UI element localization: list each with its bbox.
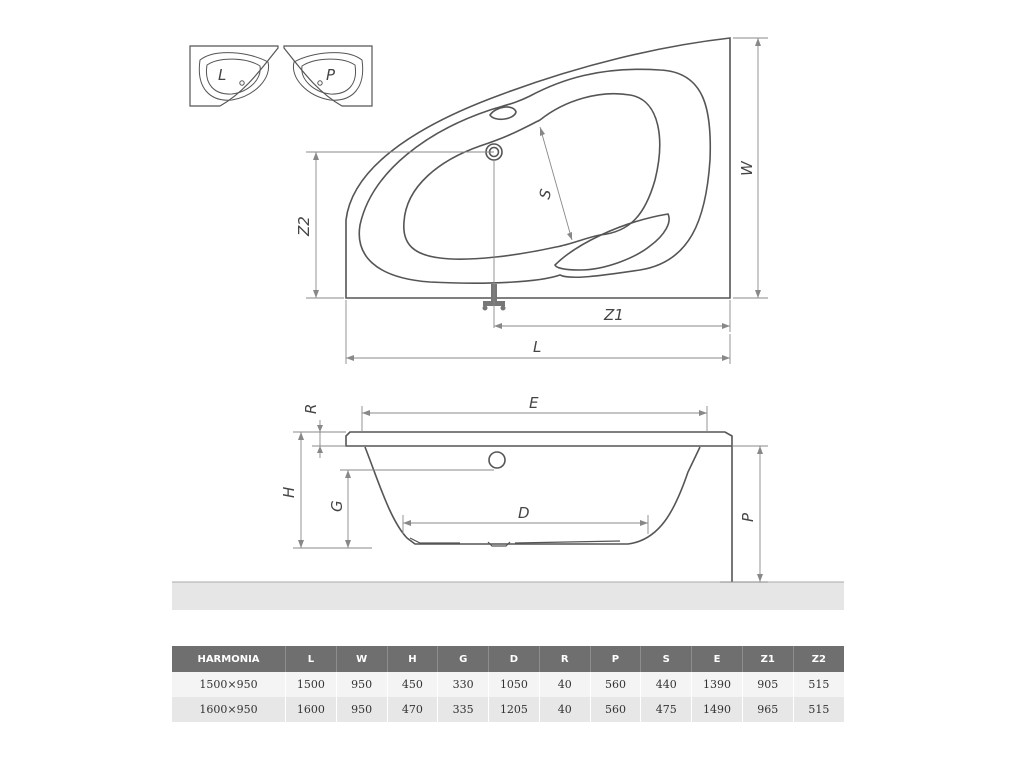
- table-header-cell: D: [489, 646, 540, 672]
- table-header-cell: G: [438, 646, 489, 672]
- table-cell: 560: [590, 697, 641, 722]
- table-header-cell: HARMONIA: [172, 646, 286, 672]
- table-header-row: [172, 646, 844, 672]
- overflow-icon: [489, 452, 505, 468]
- dim-label-D: D: [518, 504, 530, 522]
- table-cell: 905: [742, 672, 793, 697]
- table-header-cell: L: [286, 646, 337, 672]
- table-cell: 475: [641, 697, 692, 722]
- top-view-basin: [404, 94, 660, 259]
- table-header-cell: R: [539, 646, 590, 672]
- table-cell: 1050: [489, 672, 540, 697]
- dim-label-L: L: [533, 338, 542, 356]
- variant-thumbnail-right: [284, 46, 372, 106]
- table-cell: 1490: [692, 697, 743, 722]
- specification-table: [172, 646, 844, 722]
- dim-label-Z2: Z2: [295, 216, 313, 236]
- table-cell: 1390: [692, 672, 743, 697]
- table-cell: 560: [590, 672, 641, 697]
- table-cell: 965: [742, 697, 793, 722]
- table-cell: 1500: [286, 672, 337, 697]
- side-view-body: [365, 447, 700, 544]
- dim-label-W: W: [738, 161, 756, 176]
- variant-label-right: P: [326, 66, 336, 84]
- table-row: [172, 672, 844, 697]
- table-cell: 440: [641, 672, 692, 697]
- table-cell: 515: [793, 697, 844, 722]
- table-row-model: 1500×950: [172, 672, 286, 697]
- table-row-model: 1600×950: [172, 697, 286, 722]
- dim-label-Z1: Z1: [604, 306, 624, 324]
- table-cell: 450: [387, 672, 438, 697]
- variant-label-left: L: [218, 66, 227, 84]
- table-cell: 515: [793, 672, 844, 697]
- table-header-cell: H: [387, 646, 438, 672]
- table-header-cell: Z1: [742, 646, 793, 672]
- table-cell: 950: [336, 672, 387, 697]
- dim-label-R: R: [302, 403, 320, 414]
- top-view-outline: [346, 38, 730, 298]
- bathtub-top-view: [295, 38, 768, 364]
- table-header-cell: W: [336, 646, 387, 672]
- table-row: [172, 697, 844, 722]
- table-header-cell: S: [641, 646, 692, 672]
- table-header-cell: E: [692, 646, 743, 672]
- table-cell: 40: [539, 672, 590, 697]
- bathtub-side-view: [172, 394, 844, 610]
- table-cell: 330: [438, 672, 489, 697]
- table-header-cell: P: [590, 646, 641, 672]
- dim-label-P: P: [739, 512, 757, 522]
- table-cell: 1600: [286, 697, 337, 722]
- side-view-rim: [346, 432, 732, 446]
- dim-label-E: E: [529, 394, 539, 412]
- table-cell: 1205: [489, 697, 540, 722]
- variant-thumbnail-left: [190, 46, 278, 106]
- top-view-armrest: [555, 214, 669, 270]
- table-cell: 335: [438, 697, 489, 722]
- dim-label-H: H: [280, 486, 298, 498]
- table-header-cell: Z2: [793, 646, 844, 672]
- table-cell: 40: [539, 697, 590, 722]
- table-cell: 470: [387, 697, 438, 722]
- table-cell: 950: [336, 697, 387, 722]
- dim-label-G: G: [328, 500, 346, 512]
- dim-label-S: S: [535, 187, 556, 202]
- floor-band: [172, 582, 844, 610]
